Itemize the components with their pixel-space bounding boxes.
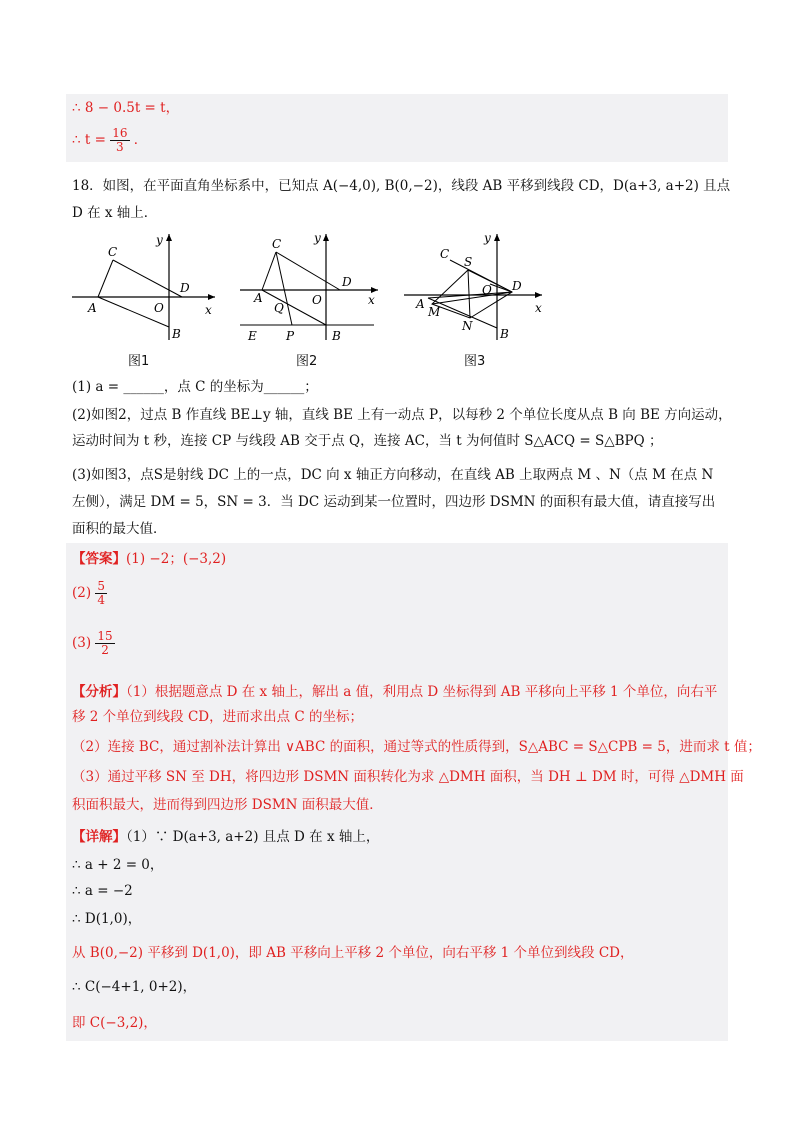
prev-line-1: ∴ 8 − 0.5t = t， xyxy=(72,100,180,116)
fig2-label-x: x xyxy=(368,293,375,307)
question-3-line-2: 左侧），满足 DM = 5，SN = 3．当 DC 运动到某一位置时，四边形 DSMN 的面积有最大值，请直接写出 xyxy=(72,494,716,510)
fraction-16-3: $\frac{16}{3}$ xyxy=(112,126,128,154)
detail-line-2: ∴ a + 2 = 0， xyxy=(72,857,164,873)
fig1-label-d: D xyxy=(180,281,190,295)
fig3-label-n: N xyxy=(462,319,473,333)
fig2-label-q: Q xyxy=(274,301,284,315)
figure-1-caption: 图1 xyxy=(128,354,150,369)
problem-line-1: 18．如图，在平面直角坐标系中，已知点 A(−4,0), B(0,−2)，线段 AB 平移到线段 CD，D(a+3, a+2) 且点 xyxy=(72,178,731,194)
detail-line-1: 【详解】（1）∵ D(a+3, a+2) 且点 D 在 x 轴上， xyxy=(72,829,380,845)
question-3-line-1: (3)如图3，点S是射线 DC 上的一点，DC 向 x 轴正方向移动，在直线 AB 上取两点 M 、N（点 M 在点 N xyxy=(72,467,714,483)
prev-line-2: ∴ t = $\frac{16}{3}$ ． xyxy=(72,126,148,154)
fig3-label-m: M xyxy=(428,305,441,319)
analysis-line-1: 【分析】（1）根据题意点 D 在 x 轴上，解出 a 值，利用点 D 坐标得到 AB 平移向上平移 1 个单位，向右平 xyxy=(72,684,718,700)
question-1: (1) a = ______，点 C 的坐标为______； xyxy=(72,379,318,395)
fig2-label-c: C xyxy=(272,237,282,251)
figure-1 xyxy=(70,230,220,345)
fig1-label-y: y xyxy=(156,233,163,247)
fraction-5-4: $\frac{5}{4}$ xyxy=(97,579,106,607)
detail-tag: 【详解】 xyxy=(72,829,126,845)
fig2-label-y: y xyxy=(314,231,321,245)
fig1-label-a: A xyxy=(88,301,97,315)
fig2-label-p: P xyxy=(286,329,295,343)
solution-box xyxy=(66,543,728,1041)
detail-line-7: 即 C(−3,2)， xyxy=(72,1015,157,1031)
analysis-line-2: 移 2 个单位到线段 CD，进而求出点 C 的坐标； xyxy=(72,709,364,725)
fig2-label-b: B xyxy=(332,329,341,343)
question-3-line-3: 面积的最大值． xyxy=(72,521,167,537)
detail-line-5: 从 B(0,−2) 平移到 D(1,0)，即 AB 平移向上平移 2 个单位，向右平移 1 个单位到线段 CD， xyxy=(72,945,634,961)
fig1-label-o: O xyxy=(154,301,164,315)
detail-line-3: ∴ a = −2 xyxy=(72,883,133,899)
detail-line-4: ∴ D(1,0)， xyxy=(72,911,142,927)
answer-line-1: 【答案】(1) −2；(−3,2) xyxy=(72,551,227,567)
fig3-label-c: C xyxy=(440,247,450,261)
fig3-label-a: A xyxy=(416,297,425,311)
figure-3 xyxy=(402,230,552,345)
problem-line-2: D 在 x 轴上． xyxy=(72,205,158,221)
analysis-tag: 【分析】 xyxy=(72,684,126,700)
fig3-label-s: S xyxy=(464,255,473,269)
analysis-line-3: （2）连接 BC，通过割补法计算出 ∨ABC 的面积，通过等式的性质得到，S△ABC = S△CPB = 5，进而求 t 值； xyxy=(72,739,761,755)
fig2-label-o: O xyxy=(312,293,322,307)
figure-3-caption: 图3 xyxy=(464,354,486,369)
answer-line-2: (2) $\frac{5}{4}$ xyxy=(72,579,106,607)
figure-2-caption: 图2 xyxy=(296,354,318,369)
analysis-line-5: 积面积最大，进而得到四边形 DSMN 面积最大值． xyxy=(72,797,383,813)
figure-2 xyxy=(238,230,383,345)
fig1-label-x: x xyxy=(205,303,212,317)
detail-line-6: ∴ C(−4+1, 0+2)， xyxy=(72,979,197,995)
fig3-label-x: x xyxy=(535,301,542,315)
answer-line-3: (3) $\frac{15}{2}$ xyxy=(72,629,113,657)
fig3-label-o: O xyxy=(482,283,492,297)
fig3-label-y: y xyxy=(484,231,491,245)
fig1-label-c: C xyxy=(108,245,118,259)
answer-tag: 【答案】 xyxy=(72,551,126,567)
question-2-line-2: 运动时间为 t 秒，连接 CP 与线段 AB 交于点 Q，连接 AC，当 t 为何值时 S△ACQ = S△BPQ ； xyxy=(72,433,663,449)
fig2-label-e: E xyxy=(248,329,257,343)
fig2-label-a: A xyxy=(254,291,263,305)
fig3-label-b: B xyxy=(500,327,509,341)
fraction-15-2: $\frac{15}{2}$ xyxy=(97,629,113,657)
fig3-label-d: D xyxy=(512,279,522,293)
fig2-label-d: D xyxy=(342,275,352,289)
question-2-line-1: (2)如图2，过点 B 作直线 BE⊥y 轴，直线 BE 上有一动点 P，以每秒 2 个单位长度从点 B 向 BE 方向运动， xyxy=(72,407,732,423)
fig1-label-b: B xyxy=(172,327,181,341)
analysis-line-4: （3）通过平移 SN 至 DH，将四边形 DSMN 面积转化为求 △DMH 面积，当 DH ⊥ DM 时，可得 △DMH 面 xyxy=(72,769,744,785)
